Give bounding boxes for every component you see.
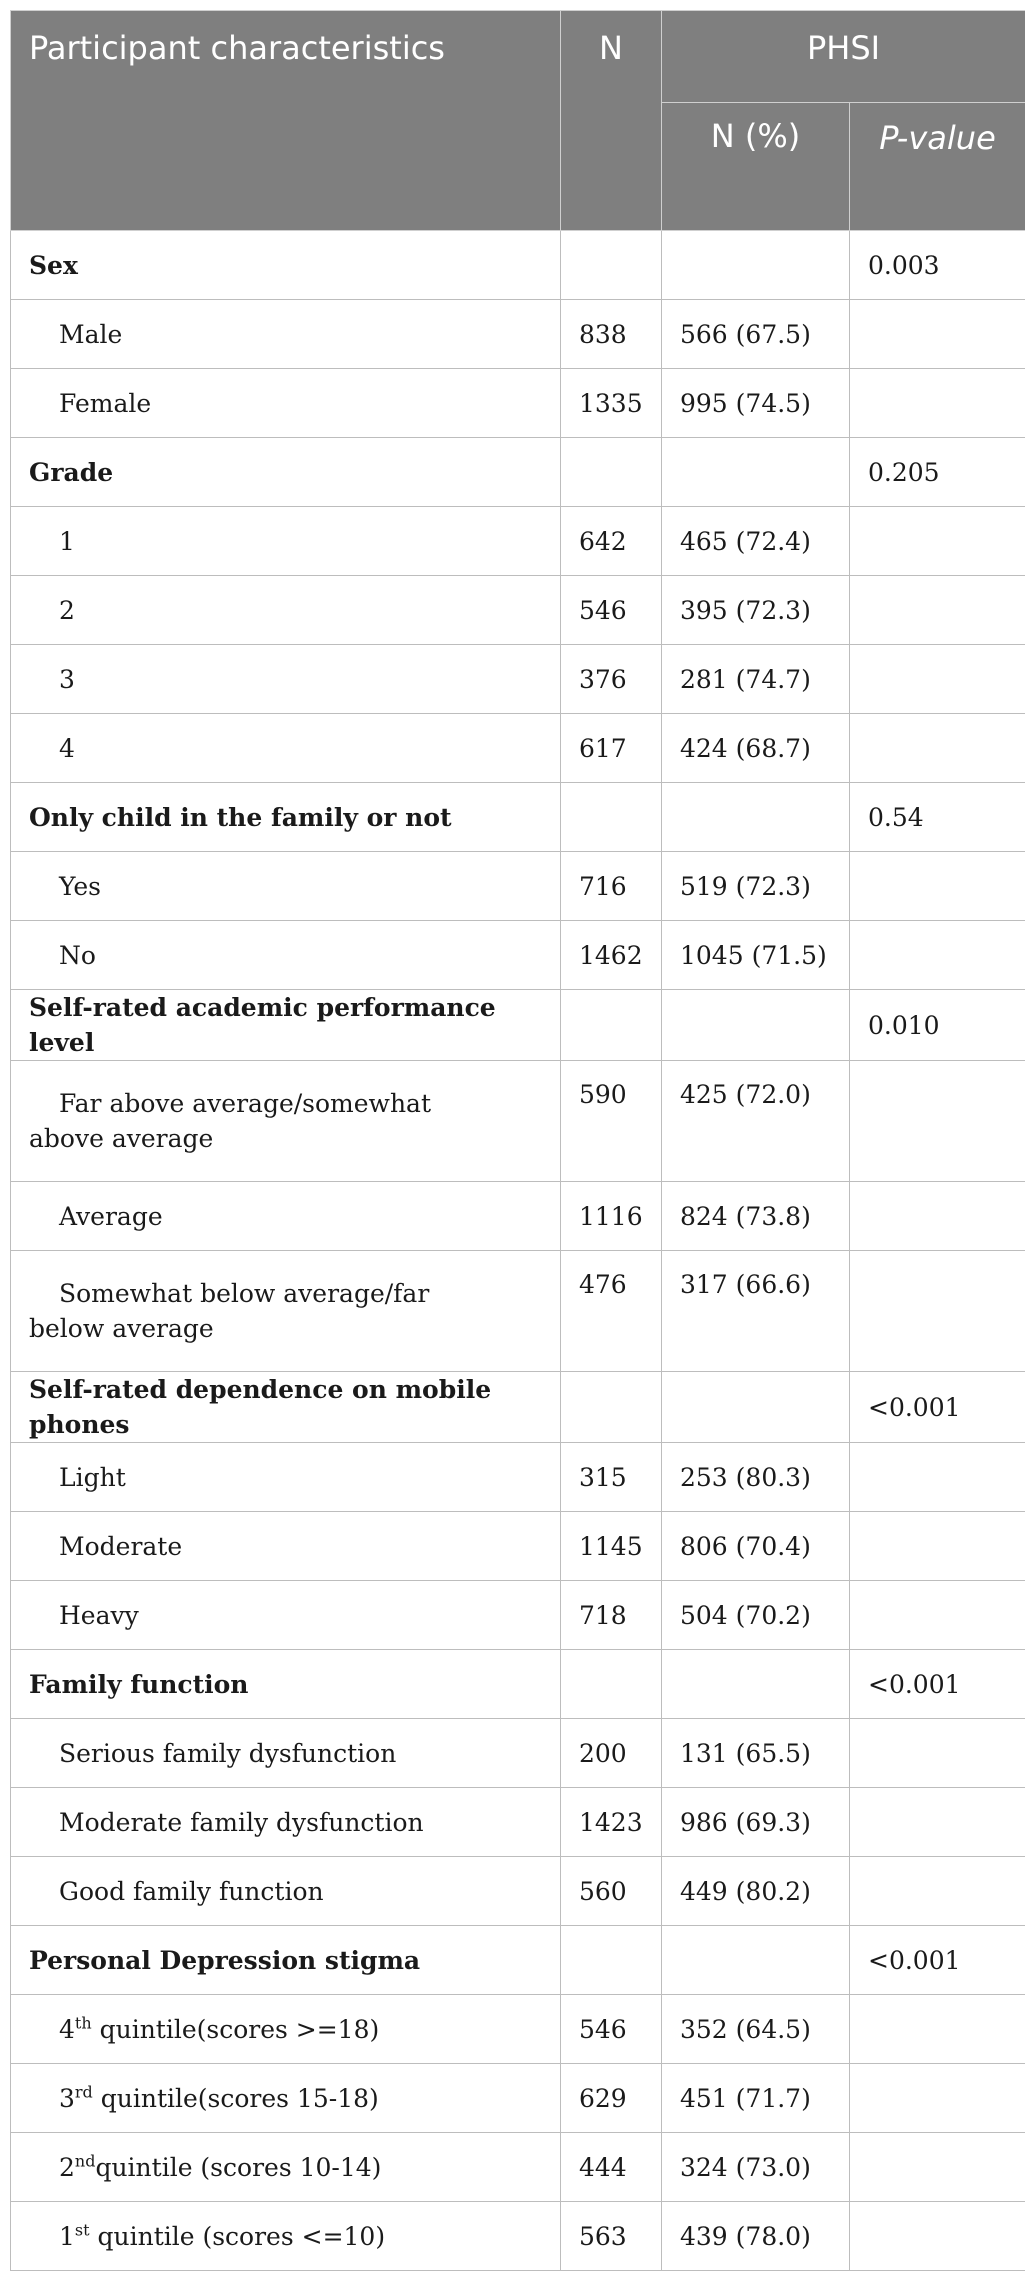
characteristic-text: Male: [29, 320, 122, 349]
category-row: [11, 231, 1025, 300]
header-participant-characteristics: Participant characteristics: [11, 11, 561, 231]
n-percent-cell: 566 (67.5): [662, 300, 850, 369]
quintile-ordinal-suffix: st: [75, 2220, 90, 2239]
header-p-value: P-value: [850, 103, 1025, 231]
characteristic-label: [11, 369, 561, 438]
characteristic-text: 2: [29, 596, 75, 625]
table-row: [11, 507, 1025, 576]
n-cell: 200: [561, 1719, 662, 1788]
characteristic-text: Moderate: [29, 1532, 182, 1561]
n-percent-cell: 824 (73.8): [662, 1182, 850, 1251]
n-percent-cell: 352 (64.5): [662, 1995, 850, 2064]
quintile-label: [29, 2084, 379, 2113]
characteristic-text: 1: [29, 527, 75, 556]
table-body: [11, 231, 1025, 2271]
n-cell: 546: [561, 576, 662, 645]
n-percent-cell: 131 (65.5): [662, 1719, 850, 1788]
p-value-cell: 0.205: [850, 438, 1025, 507]
n-cell: [561, 990, 662, 1061]
characteristic-text: Moderate family dysfunction: [29, 1808, 424, 1837]
p-value-cell: <0.001: [850, 1650, 1025, 1719]
quintile-number: 1: [59, 2222, 75, 2251]
quintile-ordinal-suffix: nd: [75, 2151, 96, 2170]
n-cell: 1335: [561, 369, 662, 438]
p-value-cell: [850, 1581, 1025, 1650]
table-row: [11, 1857, 1025, 1926]
quintile-label: [29, 2153, 381, 2182]
p-value-cell: [850, 852, 1025, 921]
n-percent-cell: 519 (72.3): [662, 852, 850, 921]
p-value-cell: [850, 1788, 1025, 1857]
table-row: [11, 1581, 1025, 1650]
table-row: [11, 1512, 1025, 1581]
n-cell: [561, 783, 662, 852]
n-percent-cell: 324 (73.0): [662, 2133, 850, 2202]
table-row: [11, 645, 1025, 714]
characteristic-label: [11, 921, 561, 990]
n-percent-cell: 1045 (71.5): [662, 921, 850, 990]
quintile-description: quintile(scores >=18): [92, 2015, 380, 2044]
characteristic-text: Good family function: [29, 1877, 324, 1906]
characteristic-text: Heavy: [29, 1601, 139, 1630]
p-value-cell: [850, 714, 1025, 783]
characteristic-label: [11, 2133, 561, 2202]
characteristic-text: Serious family dysfunction: [29, 1739, 396, 1768]
n-cell: 629: [561, 2064, 662, 2133]
n-percent-cell: 253 (80.3): [662, 1443, 850, 1512]
n-cell: 716: [561, 852, 662, 921]
n-cell: 315: [561, 1443, 662, 1512]
characteristic-text: Average: [29, 1202, 163, 1231]
characteristic-label: [11, 1182, 561, 1251]
n-cell: [561, 1650, 662, 1719]
table-row: [11, 1788, 1025, 1857]
p-value-cell: 0.010: [850, 990, 1025, 1061]
n-percent-cell: 449 (80.2): [662, 1857, 850, 1926]
characteristic-label: [11, 1581, 561, 1650]
n-cell: 1423: [561, 1788, 662, 1857]
n-percent-cell: 504 (70.2): [662, 1581, 850, 1650]
table-row: [11, 1182, 1025, 1251]
n-percent-cell: 424 (68.7): [662, 714, 850, 783]
n-percent-cell: 281 (74.7): [662, 645, 850, 714]
header-n-percent: N (%): [662, 103, 850, 231]
p-value-cell: [850, 1443, 1025, 1512]
p-value-cell: [850, 645, 1025, 714]
characteristic-text-line1: Somewhat below average/far: [29, 1279, 429, 1308]
n-percent-cell: 317 (66.6): [662, 1251, 850, 1372]
n-cell: 590: [561, 1061, 662, 1182]
n-cell: 642: [561, 507, 662, 576]
table-row: [11, 852, 1025, 921]
n-percent-cell: [662, 990, 850, 1061]
characteristic-text-line2: above average: [29, 1124, 213, 1153]
table-row: [11, 2064, 1025, 2133]
n-percent-cell: [662, 1372, 850, 1443]
n-cell: 376: [561, 645, 662, 714]
n-percent-cell: [662, 783, 850, 852]
n-percent-cell: 995 (74.5): [662, 369, 850, 438]
table-row: [11, 576, 1025, 645]
header-n: N: [561, 11, 662, 231]
characteristic-text: No: [29, 941, 96, 970]
p-value-cell: [850, 2064, 1025, 2133]
category-row: [11, 1650, 1025, 1719]
characteristic-text: Female: [29, 389, 151, 418]
table-row: [11, 1443, 1025, 1512]
p-value-cell: [850, 1251, 1025, 1372]
table-row: [11, 1995, 1025, 2064]
p-value-cell: 0.003: [850, 231, 1025, 300]
characteristic-label: [11, 1788, 561, 1857]
n-cell: [561, 231, 662, 300]
quintile-label: [29, 2015, 379, 2044]
n-cell: 546: [561, 1995, 662, 2064]
characteristic-text: Yes: [29, 872, 101, 901]
n-cell: 1116: [561, 1182, 662, 1251]
table-row: [11, 1251, 1025, 1372]
category-label: Grade: [11, 438, 561, 507]
n-cell: 563: [561, 2202, 662, 2271]
category-row: [11, 438, 1025, 507]
characteristic-text-line1: Far above average/somewhat: [29, 1089, 431, 1118]
characteristic-label: [11, 1512, 561, 1581]
quintile-ordinal-suffix: rd: [75, 2082, 93, 2101]
characteristic-text-line2: below average: [29, 1314, 214, 1343]
p-value-cell: [850, 1512, 1025, 1581]
characteristic-label: [11, 1443, 561, 1512]
table-row: [11, 2202, 1025, 2271]
category-row: [11, 990, 1025, 1061]
table-row: [11, 300, 1025, 369]
n-percent-cell: 806 (70.4): [662, 1512, 850, 1581]
characteristic-label: [11, 1995, 561, 2064]
quintile-number: 2: [59, 2153, 75, 2182]
characteristic-label: [11, 714, 561, 783]
characteristic-label: [11, 1857, 561, 1926]
p-value-cell: [850, 921, 1025, 990]
category-label: Personal Depression stigma: [11, 1926, 561, 1995]
category-label: Self-rated academic performance level: [11, 990, 561, 1061]
p-value-cell: [850, 2202, 1025, 2271]
table-row: [11, 714, 1025, 783]
n-percent-cell: 451 (71.7): [662, 2064, 850, 2133]
p-value-cell: [850, 1182, 1025, 1251]
characteristic-text: Light: [29, 1463, 126, 1492]
n-cell: 444: [561, 2133, 662, 2202]
n-percent-cell: [662, 231, 850, 300]
quintile-description: quintile (scores 10-14): [95, 2153, 381, 2182]
table-row: [11, 921, 1025, 990]
n-percent-cell: 986 (69.3): [662, 1788, 850, 1857]
n-percent-cell: 439 (78.0): [662, 2202, 850, 2271]
n-cell: [561, 438, 662, 507]
n-cell: [561, 1926, 662, 1995]
n-cell: 476: [561, 1251, 662, 1372]
p-value-cell: [850, 576, 1025, 645]
n-percent-cell: 395 (72.3): [662, 576, 850, 645]
p-value-cell: 0.54: [850, 783, 1025, 852]
phsi-characteristics-table: [10, 10, 1025, 2271]
p-value-cell: [850, 1061, 1025, 1182]
p-value-cell: [850, 1995, 1025, 2064]
n-percent-cell: [662, 1926, 850, 1995]
n-percent-cell: 425 (72.0): [662, 1061, 850, 1182]
p-value-cell: [850, 369, 1025, 438]
n-percent-cell: [662, 1650, 850, 1719]
header-row-1: [11, 11, 1025, 103]
p-value-cell: <0.001: [850, 1926, 1025, 1995]
characteristic-label: [11, 1719, 561, 1788]
p-value-cell: [850, 2133, 1025, 2202]
characteristic-text: 3: [29, 665, 75, 694]
n-cell: 718: [561, 1581, 662, 1650]
p-value-cell: [850, 1719, 1025, 1788]
table-row: [11, 2133, 1025, 2202]
n-cell: 560: [561, 1857, 662, 1926]
n-cell: 838: [561, 300, 662, 369]
p-value-cell: [850, 300, 1025, 369]
quintile-number: 3: [59, 2084, 75, 2113]
n-cell: 617: [561, 714, 662, 783]
n-percent-cell: 465 (72.4): [662, 507, 850, 576]
n-cell: [561, 1372, 662, 1443]
category-row: [11, 1926, 1025, 1995]
characteristic-label: [11, 852, 561, 921]
quintile-number: 4: [59, 2015, 75, 2044]
characteristic-label: [11, 507, 561, 576]
category-label: Family function: [11, 1650, 561, 1719]
category-row: [11, 1372, 1025, 1443]
characteristic-label: [11, 300, 561, 369]
characteristic-label: [11, 2064, 561, 2133]
category-row: [11, 783, 1025, 852]
n-cell: 1462: [561, 921, 662, 990]
category-label: Self-rated dependence on mobile phones: [11, 1372, 561, 1443]
header-phsi: PHSI: [662, 11, 1025, 103]
p-value-cell: [850, 1857, 1025, 1926]
p-value-cell: [850, 507, 1025, 576]
category-label: Sex: [11, 231, 561, 300]
n-percent-cell: [662, 438, 850, 507]
table-row: [11, 1719, 1025, 1788]
characteristic-label: [11, 1061, 561, 1182]
n-cell: 1145: [561, 1512, 662, 1581]
characteristic-label: [11, 576, 561, 645]
quintile-description: quintile (scores <=10): [90, 2222, 386, 2251]
quintile-ordinal-suffix: th: [75, 2013, 92, 2032]
characteristic-text: 4: [29, 734, 75, 763]
characteristic-label: [11, 645, 561, 714]
p-value-cell: <0.001: [850, 1372, 1025, 1443]
table-row: [11, 1061, 1025, 1182]
quintile-description: quintile(scores 15-18): [93, 2084, 379, 2113]
quintile-label: [29, 2222, 385, 2251]
table-row: [11, 369, 1025, 438]
characteristic-label: [11, 2202, 561, 2271]
characteristic-label: [11, 1251, 561, 1372]
category-label: Only child in the family or not: [11, 783, 561, 852]
table-header: [11, 11, 1025, 231]
